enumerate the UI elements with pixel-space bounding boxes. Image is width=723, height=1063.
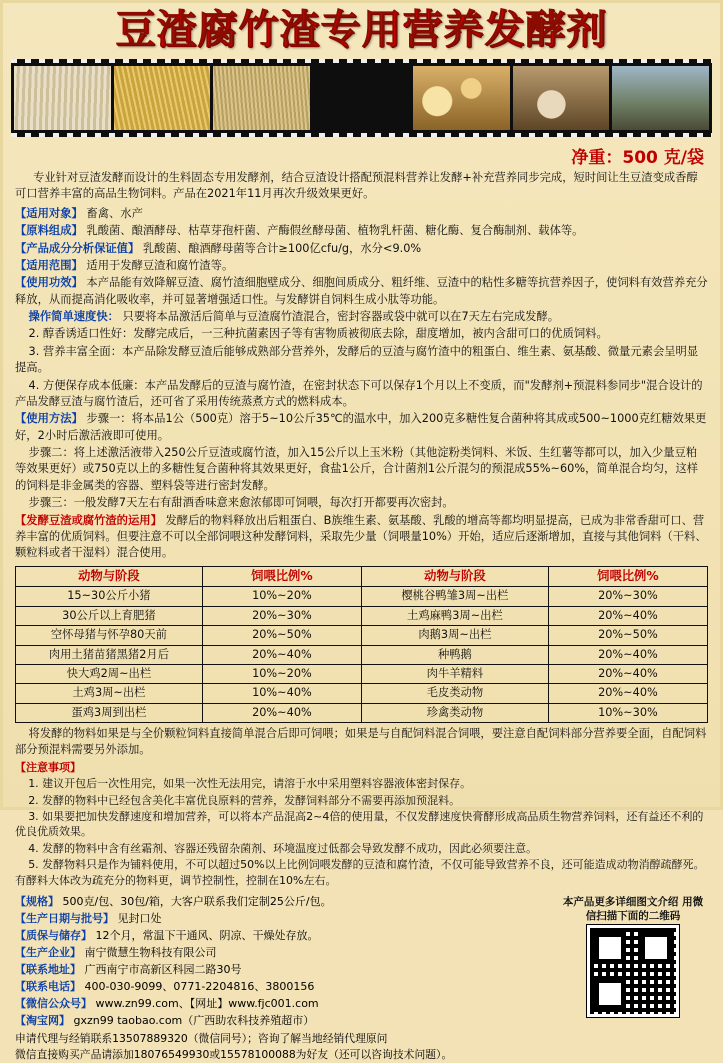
section-effect-text: 本产品能有效降解豆渣、腐竹渣细胞壁成分、细胞间质成分、粗纤维、豆渣中的粘性多糖等抗营养因子，使饲料有效营养充分释放，从而提高消化吸收率，并可显著增强适口性。与发酵饼自饲料生成小肽等功能。 <box>15 276 708 306</box>
spec-value-shelf: 12个月，常温下干通风、阴凉、干燥处存放。 <box>95 929 319 943</box>
col-ratio-right: 饲喂比例% <box>548 566 707 587</box>
cell-ratio: 20%~40% <box>548 606 707 625</box>
section-scope-text: 适用于发酵豆渣和腐竹渣等。 <box>86 258 234 272</box>
cell-stage: 蛋鸡3周到出栏 <box>16 703 203 722</box>
feature-item-4: 4. 方便保存成本低廉：本产品发酵后的豆渣与腐竹渣，在密封状态下可以保存1个月以上不变质，而"发酵剂+预混料参同步"混合设计的产品发酵豆渣与腐竹渣后，还可省了采用传统蒸煮方式的燃料成本。 <box>15 378 703 408</box>
spec-label-address: 【联系地址】 <box>15 963 81 977</box>
cell-stage: 肉用土猪苗猪黑猪2月后 <box>16 645 203 664</box>
cell-ratio: 10%~20% <box>202 664 361 683</box>
spec-label-company: 【生产企业】 <box>15 946 81 960</box>
section-scope-label: 【适用范围】 <box>15 258 83 272</box>
usage-step-2: 步骤二：将上述激活液带入250公斤豆渣或腐竹渣，加入15公斤以上玉米粉（其他淀粉类饲料、米饭、生红薯等都可以，加入少量豆粕等效果更好）或750克以上的多糖性复合菌种将其效果更好，食盐1公斤，合计菌剂1公斤混匀的预混成55%~60%，简单混合均匀，这样的饲料是非金属类的容器、塑料袋等进行密封发酵。 <box>15 446 699 492</box>
spec-label-shelf: 【质保与储存】 <box>15 929 92 943</box>
spec-label-phone: 【联系电话】 <box>15 980 81 994</box>
usage-step-1 <box>15 411 708 444</box>
feature-item-3: 3. 营养丰富全面：本产品除发酵豆渣后能够成熟部分营养外，发酵后的豆渣与腐竹渣中的粗蛋白、维生素、氨基酸、微量元素会呈明显提高。 <box>15 344 699 375</box>
notes-block <box>15 760 708 888</box>
cell-stage: 毛皮类动物 <box>361 684 548 703</box>
section-analysis-text: 乳酸菌、酿酒酵母菌等合计≥100亿cfu/g，水分<9.0% <box>142 241 422 255</box>
cell-ratio: 20%~40% <box>548 664 707 683</box>
body-content <box>3 170 720 888</box>
cell-stage: 30公斤以上育肥猪 <box>16 606 203 625</box>
feature-operation-label: 操作简单速度快： <box>28 310 119 323</box>
table-row <box>16 626 708 645</box>
cell-stage: 肉鹅3周~出栏 <box>361 626 548 645</box>
col-animal-stage-left: 动物与阶段 <box>16 566 203 587</box>
feeding-ratio-table <box>15 566 708 723</box>
cell-ratio: 20%~40% <box>202 703 361 722</box>
cell-ratio: 20%~30% <box>548 587 707 606</box>
cell-stage: 樱桃谷鸭雏3周~出栏 <box>361 587 548 606</box>
film-sprockets-top <box>11 59 712 63</box>
col-ratio-left: 饲喂比例% <box>202 566 361 587</box>
after-table-note: 将发酵的物料如果是与全价颗粒饲料直接简单混合后即可饲喂；如果是与自配饲料混合饲喂，要注意自配饲料部分营养要全面，自配饲料部分预混料需要另外添加。 <box>15 727 707 757</box>
note-item-1: 1. 建议开包后一次性用完，如果一次性无法用完，请溶于水中采用塑料容器液体密封保存。 <box>28 777 472 791</box>
table-row <box>16 606 708 625</box>
spec-row-company <box>15 944 552 961</box>
note-item-5: 5. 发酵物料只是作为铺料使用，不可以超过50%以上比例饲喂发酵的豆渣和腐竹渣，不仅可能导致营养不良，还可能造成动物消醇疏酵死。有酵料大体改为疏充分的物料更，调节控制性，控制在10%左右。 <box>15 858 705 887</box>
photo-frame-7 <box>612 66 709 130</box>
photo-frame-5 <box>413 66 510 130</box>
section-analysis-label: 【产品成分分析保证值】 <box>15 241 140 255</box>
spec-row-spec <box>15 893 552 910</box>
section-analysis <box>15 241 708 257</box>
note-item-2: 2. 发酵的物料中已经包含美化丰富优良原料的营养，发酵饲料部分不需要再添加预混料。 <box>28 793 461 807</box>
col-animal-stage-right: 动物与阶段 <box>361 566 548 587</box>
usage-application <box>15 513 708 562</box>
net-weight: 净重：500 克/袋 <box>571 148 704 168</box>
section-target <box>15 206 708 222</box>
spec-row-phone <box>15 978 552 995</box>
photo-frame-6 <box>513 66 610 130</box>
spec-row-shelf <box>15 927 552 944</box>
spec-value-date: 见封口处 <box>117 912 162 925</box>
cell-ratio: 20%~50% <box>202 626 361 645</box>
feature-operation-text: 只要将本品激活后简单与豆渣腐竹渣混合，密封容器或袋中就可以在7天左右完成发酵。 <box>122 310 560 323</box>
notes-title-row <box>15 760 708 775</box>
cell-stage: 种鸭鹅 <box>361 645 548 664</box>
qr-code-icon[interactable] <box>587 925 679 1017</box>
cell-ratio: 20%~40% <box>202 645 361 664</box>
usage-step-1-text: 步骤一：将本品1公（500克）溶于5~10公斤35℃的温水中，加入200克多糖性复合菌种将其成或500~1000克红糖效果更好，2小时后激活液即可使用。 <box>15 412 707 442</box>
photo-frame-4 <box>313 66 410 130</box>
section-ingredients <box>15 223 708 239</box>
spec-label-spec: 【规格】 <box>15 894 59 908</box>
photo-frame-1 <box>14 66 111 130</box>
page-title: 豆渣腐竹渣专用营养发酵剂 <box>115 7 608 53</box>
cell-stage: 珍禽类动物 <box>361 703 548 722</box>
cell-ratio: 10%~30% <box>548 703 707 722</box>
spec-row-taobao <box>15 1012 552 1029</box>
note-item-4: 4. 发酵的物料中含有丝霜剂、容器还残留杂菌剂、环境温度过低都会导致发酵不成功，因此必须要注意。 <box>28 841 538 855</box>
cell-stage: 肉牛羊精料 <box>361 664 548 683</box>
cell-stage: 快大鸡2周~出栏 <box>16 664 203 683</box>
spec-value-wechat[interactable]: www.zn99.com、【网址】www.fjc001.com <box>95 997 319 1011</box>
table-header-row <box>16 566 708 587</box>
cell-ratio: 20%~40% <box>548 684 707 703</box>
feature-operation <box>15 309 708 325</box>
usage-label: 【使用方法】 <box>15 412 83 426</box>
spec-value-address: 广西南宁市高新区科园二路30号 <box>84 963 242 977</box>
qr-section <box>558 893 708 1029</box>
cell-ratio: 20%~50% <box>548 626 707 645</box>
cell-stage: 15~30公斤小猪 <box>16 587 203 606</box>
section-ingredients-text: 乳酸菌、酿酒酵母、枯草芽孢杆菌、产酶假丝酵母菌、植物乳杆菌、糖化酶、复合酶制剂、载体等。 <box>86 224 584 238</box>
usage-application-label: 【发酵豆渣或腐竹渣的运用】 <box>15 513 162 527</box>
specs-list <box>15 893 552 1029</box>
section-target-text: 畜禽、水产 <box>86 206 143 220</box>
cell-ratio: 10%~20% <box>202 587 361 606</box>
table-row <box>16 645 708 664</box>
spec-row-wechat <box>15 995 552 1012</box>
cell-stage: 空怀母猪与怀孕80天前 <box>16 626 203 645</box>
cell-ratio: 10%~40% <box>202 684 361 703</box>
lead-paragraph: 专业针对豆渣发酵而设计的生料固态专用发酵剂，结合豆渣设计搭配预混料营养让发酵+补充营养同步完成，短时间让生豆渣变成香醇可口营养丰富的高品生物饲料。产品在2021年11月再次升级效果更好。 <box>15 171 698 201</box>
spec-value-taobao[interactable]: gxzn99 taobao.com（广西助农科技养殖超市） <box>73 1014 315 1028</box>
cell-stage: 土鸡3周~出栏 <box>16 684 203 703</box>
specs-section <box>3 891 720 1029</box>
footer-line-2: 微信直接购买产品请添加18076549930或15578100088为好友（还可以咨询技术问题）。 <box>15 1047 453 1061</box>
title-band <box>3 3 720 53</box>
spec-value-spec: 500克/包、30包/箱，大客户联系我们定制25公斤/包。 <box>62 894 332 908</box>
section-target-label: 【适用对象】 <box>15 206 83 220</box>
spec-value-phone: 400-030-9099、0771-2204816、3800156 <box>84 980 315 994</box>
table-row <box>16 703 708 722</box>
section-effect-label: 【使用功效】 <box>15 276 83 290</box>
cell-ratio: 20%~30% <box>202 606 361 625</box>
note-item-3: 3. 如果要把加快发酵速度和增加营养，可以将本产品混高2~4倍的使用量，不仅发酵速度快膏酵形成高品质生物营养饲料，还有益还不利的优良优质效果。 <box>15 810 704 839</box>
spec-value-company: 南宁微慧生物科技有限公司 <box>84 946 217 960</box>
spec-label-date: 【生产日期与批号】 <box>15 912 114 925</box>
notes-title: 【注意事项】 <box>15 760 81 774</box>
spec-row-address <box>15 961 552 978</box>
photo-filmstrip <box>11 59 712 137</box>
film-sprockets-bottom <box>11 133 712 137</box>
usage-step-3: 步骤三：一般发酵7天左右有甜酒香味意来愈浓郁即可饲喂，每次打开都要再次密封。 <box>28 496 454 510</box>
footer-line-1: 申请代理与经销联系13507889320（微信同号）；咨询了解当地经销代理原问 <box>15 1032 388 1046</box>
cell-ratio: 20%~40% <box>548 645 707 664</box>
photo-frame-2 <box>114 66 211 130</box>
feature-item-2: 2. 醇香诱适口性好：发酵完成后，一三种抗菌素因子等有害物质被彻底去除，甜度增加，被内含甜可口的优质饲料。 <box>28 327 608 341</box>
spec-label-taobao: 【淘宝网】 <box>15 1014 70 1028</box>
usage-application-text: 发酵后的物料释放出后粗蛋白、B族维生素、氨基酸、乳酸的增高等都均明显提高，已成为非常香甜可口、营养丰富的优质饲料。但要注意不可以全部饲喂这种发酵饲料，采取先少量（饲喂量10%）开始，适应后逐渐增加，直接与其他饲料（干料、颗粒料或者干湿料）混合使用。 <box>15 513 707 560</box>
spec-row-date <box>15 910 552 927</box>
table-row <box>16 587 708 606</box>
photo-frame-3 <box>213 66 310 130</box>
contact-footer <box>3 1029 720 1062</box>
cell-stage: 土鸡麻鸭3周~出栏 <box>361 606 548 625</box>
table-row <box>16 684 708 703</box>
section-scope <box>15 258 708 274</box>
section-ingredients-label: 【原料组成】 <box>15 224 83 238</box>
section-effect <box>15 275 708 308</box>
table-row <box>16 664 708 683</box>
spec-label-wechat: 【微信公众号】 <box>15 997 92 1011</box>
qr-instruction: 本产品更多详细图文介绍 用微信扫描下面的二维码 <box>562 895 704 923</box>
